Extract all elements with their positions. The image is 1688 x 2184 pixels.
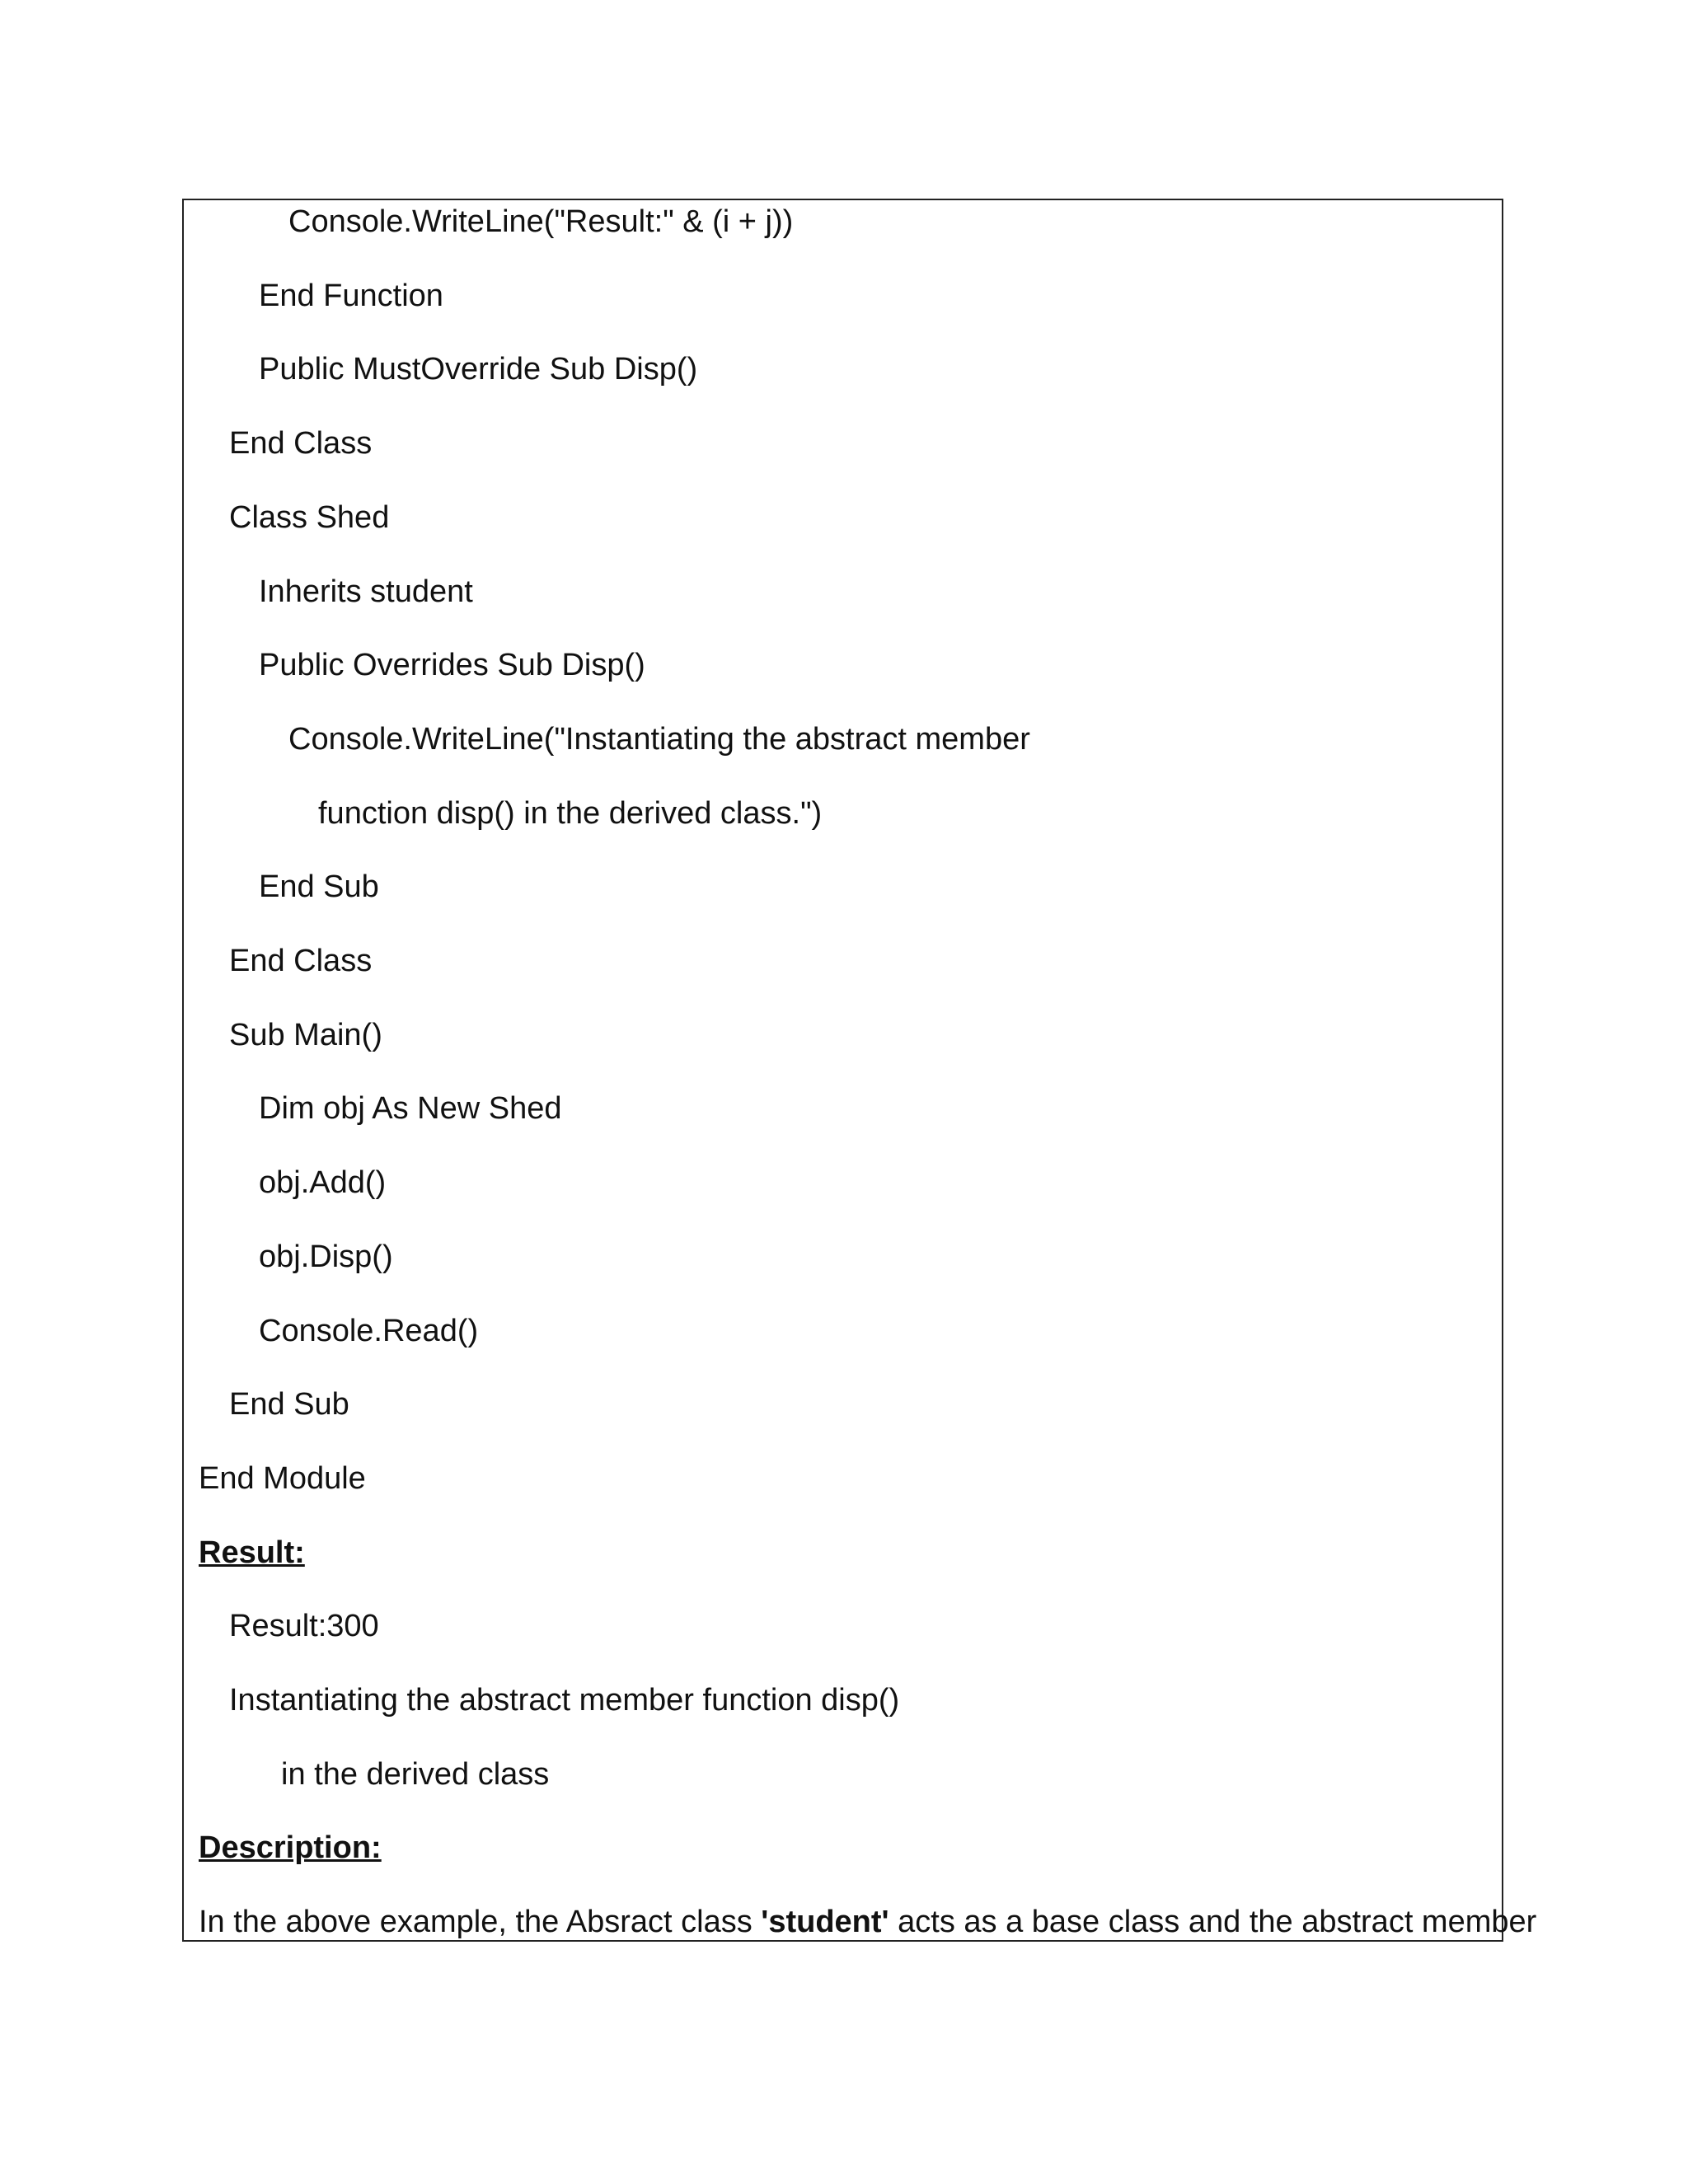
- code-line: End Class: [229, 426, 373, 461]
- document-frame: [182, 199, 1537, 1942]
- code-line: Sub Main(): [229, 1018, 382, 1052]
- description-text: In the above example, the Absract class: [199, 1905, 762, 1939]
- description-heading: Description:: [199, 1830, 382, 1865]
- result-line: Instantiating the abstract member function disp(): [229, 1683, 900, 1718]
- code-line: Inherits student: [259, 574, 473, 609]
- code-line: End Sub: [259, 869, 379, 904]
- code-line: Console.WriteLine("Instantiating the abstract member: [288, 722, 1030, 757]
- code-line: Dim obj As New Shed: [259, 1091, 562, 1126]
- description-class-name: 'student': [761, 1905, 889, 1939]
- description-paragraph: [199, 1905, 1536, 1938]
- result-line: in the derived class: [281, 1757, 550, 1792]
- code-line: Class Shed: [229, 500, 390, 535]
- code-line: End Module: [199, 1461, 366, 1496]
- code-line: Public Overrides Sub Disp(): [259, 648, 645, 682]
- code-line: obj.Disp(): [259, 1240, 393, 1274]
- code-line: End Function: [259, 279, 443, 313]
- description-text-continued: acts as a base class and the abstract member: [889, 1905, 1537, 1939]
- result-heading: Result:: [199, 1535, 305, 1570]
- code-line: End Class: [229, 944, 373, 978]
- result-line: Result:300: [229, 1609, 379, 1643]
- code-line: End Sub: [229, 1387, 349, 1422]
- code-line: Public MustOverride Sub Disp(): [259, 352, 698, 387]
- code-line: function disp() in the derived class."): [318, 796, 823, 831]
- code-line: Console.Read(): [259, 1314, 479, 1348]
- code-line: Console.WriteLine("Result:" & (i + j)): [288, 204, 794, 239]
- code-line: obj.Add(): [259, 1165, 387, 1200]
